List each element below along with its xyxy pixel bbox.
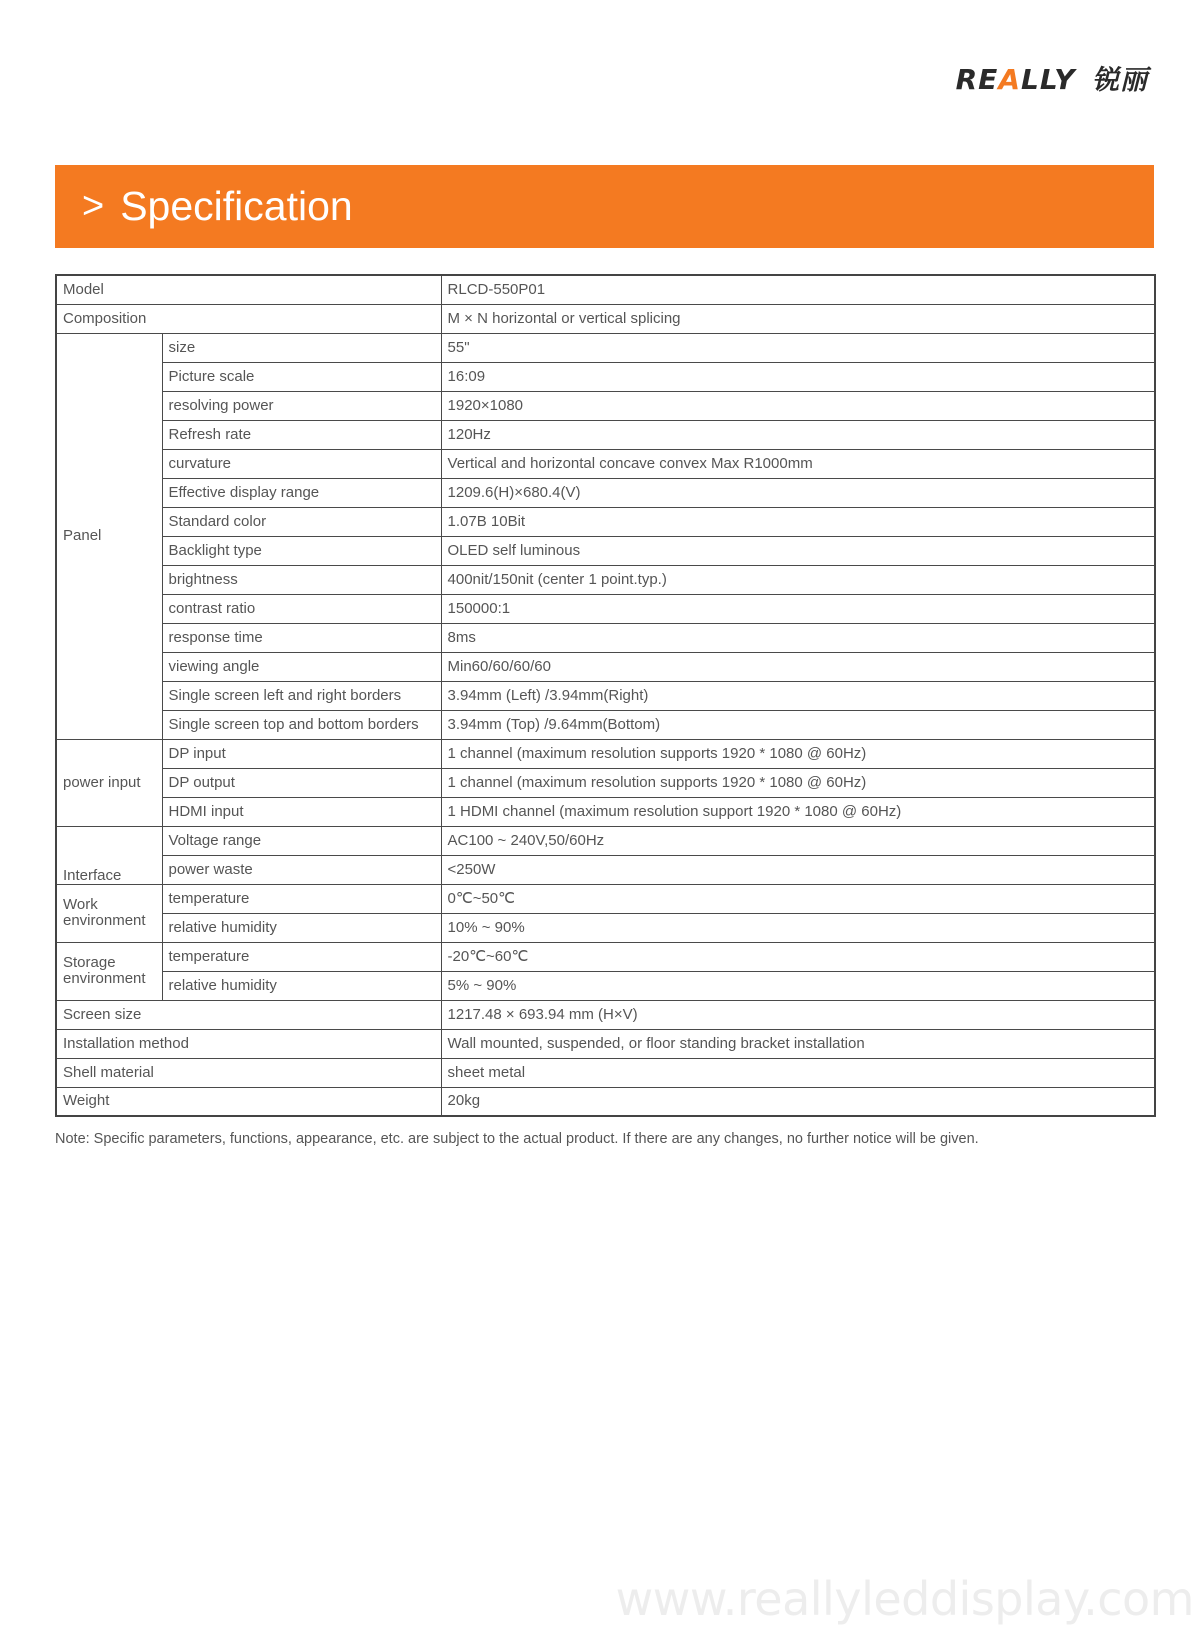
spec-label: response time <box>162 623 441 652</box>
table-row <box>56 333 1155 362</box>
table-row <box>56 710 1155 739</box>
spec-group-line: Work <box>63 896 98 913</box>
spec-value: 55" <box>441 333 1155 362</box>
section-title: Specification <box>120 183 353 229</box>
spec-value: <250W <box>441 855 1155 884</box>
spec-label: temperature <box>162 884 441 913</box>
table-row <box>56 739 1155 768</box>
spec-label: power waste <box>162 855 441 884</box>
spec-label: size <box>162 333 441 362</box>
watermark: www.reallyleddisplay.com <box>615 1572 1194 1626</box>
table-row <box>56 652 1155 681</box>
spec-value: 1217.48 × 693.94 mm (H×V) <box>441 1000 1155 1029</box>
table-row <box>56 971 1155 1000</box>
spec-label: Refresh rate <box>162 420 441 449</box>
spec-value: -20℃~60℃ <box>441 942 1155 971</box>
spec-label: Composition <box>56 304 441 333</box>
table-row <box>56 536 1155 565</box>
spec-label: relative humidity <box>162 913 441 942</box>
spec-label: temperature <box>162 942 441 971</box>
table-row <box>56 275 1155 304</box>
spec-value: AC100 ~ 240V,50/60Hz <box>441 826 1155 855</box>
spec-label: curvature <box>162 449 441 478</box>
spec-label: Effective display range <box>162 478 441 507</box>
spec-value: OLED self luminous <box>441 536 1155 565</box>
spec-group-label <box>56 942 162 1000</box>
spec-label: Picture scale <box>162 362 441 391</box>
spec-value: 8ms <box>441 623 1155 652</box>
spec-value: 3.94mm (Top) /9.64mm(Bottom) <box>441 710 1155 739</box>
spec-label: Single screen left and right borders <box>162 681 441 710</box>
table-row <box>56 942 1155 971</box>
table-row <box>56 797 1155 826</box>
spec-label: Single screen top and bottom borders <box>162 710 441 739</box>
spec-value: 20kg <box>441 1087 1155 1116</box>
table-row <box>56 884 1155 913</box>
spec-label: resolving power <box>162 391 441 420</box>
spec-value: 1209.6(H)×680.4(V) <box>441 478 1155 507</box>
spec-value: 0℃~50℃ <box>441 884 1155 913</box>
table-row <box>56 1058 1155 1087</box>
table-row <box>56 420 1155 449</box>
spec-label: HDMI input <box>162 797 441 826</box>
brand-logo-post: LLY <box>1020 63 1076 96</box>
spec-value: 400nit/150nit (center 1 point.typ.) <box>441 565 1155 594</box>
spec-label: Standard color <box>162 507 441 536</box>
spec-label: viewing angle <box>162 652 441 681</box>
spec-value: 16:09 <box>441 362 1155 391</box>
table-row <box>56 594 1155 623</box>
spec-value: Wall mounted, suspended, or floor standing bracket installation <box>441 1029 1155 1058</box>
brand-logo <box>956 58 1148 97</box>
spec-table <box>55 274 1156 1117</box>
chevron-right-icon: > <box>82 185 105 227</box>
spec-group-label: power input <box>56 739 162 826</box>
table-row <box>56 507 1155 536</box>
table-row <box>56 391 1155 420</box>
spec-group-line: environment <box>63 912 146 929</box>
brand-logo-cjk: 锐丽 <box>1092 65 1148 96</box>
spec-value: 5% ~ 90% <box>441 971 1155 1000</box>
spec-label: Screen size <box>56 1000 441 1029</box>
spec-label: Weight <box>56 1087 441 1116</box>
table-row <box>56 1029 1155 1058</box>
table-row <box>56 1087 1155 1116</box>
table-row <box>56 826 1155 855</box>
spec-group-label <box>56 884 162 942</box>
spec-group-line: environment <box>63 970 146 987</box>
spec-label: DP output <box>162 768 441 797</box>
table-row <box>56 855 1155 884</box>
spec-label: brightness <box>162 565 441 594</box>
spec-value: 120Hz <box>441 420 1155 449</box>
spec-value: Min60/60/60/60 <box>441 652 1155 681</box>
spec-value: 10% ~ 90% <box>441 913 1155 942</box>
table-row <box>56 449 1155 478</box>
spec-label: Installation method <box>56 1029 441 1058</box>
table-row <box>56 1000 1155 1029</box>
spec-label: Voltage range <box>162 826 441 855</box>
table-row <box>56 565 1155 594</box>
table-row <box>56 623 1155 652</box>
spec-label: contrast ratio <box>162 594 441 623</box>
spec-value: 1 channel (maximum resolution supports 1920 * 1080 @ 60Hz) <box>441 768 1155 797</box>
table-row <box>56 478 1155 507</box>
spec-value: 3.94mm (Left) /3.94mm(Right) <box>441 681 1155 710</box>
table-row <box>56 681 1155 710</box>
spec-value: sheet metal <box>441 1058 1155 1087</box>
spec-group-line: Storage <box>63 954 116 971</box>
spec-value: 1 HDMI channel (maximum resolution support 1920 * 1080 @ 60Hz) <box>441 797 1155 826</box>
spec-value: 1920×1080 <box>441 391 1155 420</box>
table-row <box>56 304 1155 333</box>
spec-value: 1.07B 10Bit <box>441 507 1155 536</box>
spec-label: DP input <box>162 739 441 768</box>
footnote: Note: Specific parameters, functions, appearance, etc. are subject to the actual product. If there are any changes, no further notice will be given. <box>55 1131 979 1147</box>
spec-group-label: Panel <box>56 333 162 739</box>
spec-value: RLCD-550P01 <box>441 275 1155 304</box>
table-row <box>56 768 1155 797</box>
spec-value: M × N horizontal or vertical splicing <box>441 304 1155 333</box>
section-banner <box>55 165 1154 248</box>
table-row <box>56 913 1155 942</box>
spec-value: Vertical and horizontal concave convex Max R1000mm <box>441 449 1155 478</box>
table-row <box>56 362 1155 391</box>
spec-label: Backlight type <box>162 536 441 565</box>
spec-group-label: Interface <box>56 826 162 884</box>
spec-label: Model <box>56 275 441 304</box>
brand-logo-pre: RE <box>955 63 999 96</box>
spec-label: Shell material <box>56 1058 441 1087</box>
spec-value: 150000:1 <box>441 594 1155 623</box>
spec-value: 1 channel (maximum resolution supports 1920 * 1080 @ 60Hz) <box>441 739 1155 768</box>
brand-logo-accent: A <box>998 63 1021 96</box>
spec-label: relative humidity <box>162 971 441 1000</box>
